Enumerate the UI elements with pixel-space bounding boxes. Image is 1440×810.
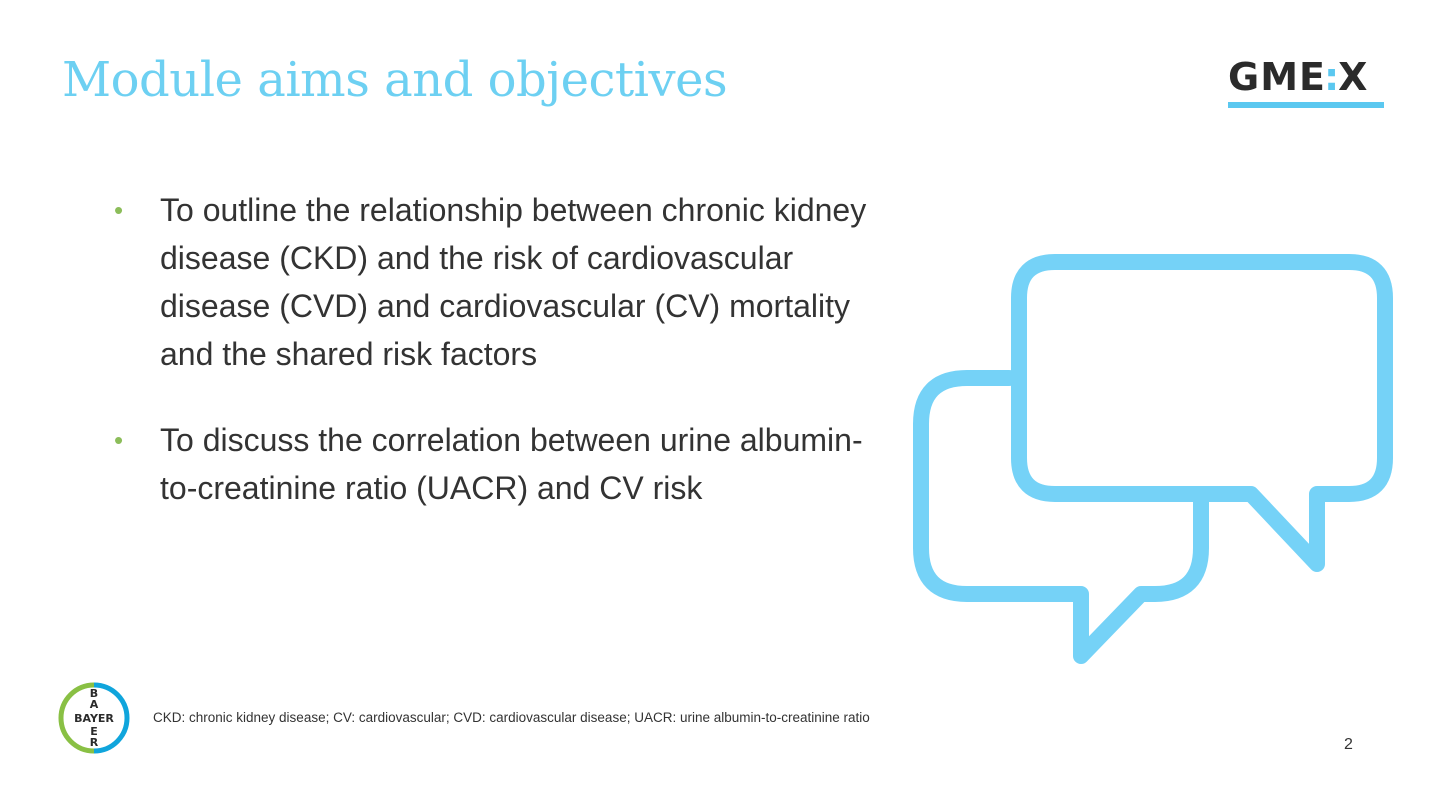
gmex-logo-colon: : <box>1323 55 1341 99</box>
bullet-marker: • <box>114 425 124 455</box>
bayer-letter-v4: E <box>90 725 98 738</box>
objective-text: To discuss the correlation between urine albumin-to-creatinine ratio (UACR) and CV risk <box>160 422 863 506</box>
bayer-cross-logo <box>56 680 132 756</box>
bullet-marker: • <box>114 195 124 225</box>
speech-bubbles-icon <box>905 250 1400 670</box>
objective-text: To outline the relationship between chronic kidney disease (CKD) and the risk of cardiovascular disease (CVD) and cardiovascular (CV) mortality and the shared risk factors <box>160 192 867 372</box>
gmex-logo-underline <box>1228 102 1384 108</box>
gmex-logo <box>1228 56 1384 108</box>
bayer-letter-v1: B <box>89 687 99 700</box>
objectives-list <box>110 186 870 550</box>
gmex-logo-text <box>1228 56 1368 98</box>
objective-item <box>110 186 870 378</box>
bayer-letter-v5: R <box>89 736 99 749</box>
abbreviations-footnote: CKD: chronic kidney disease; CV: cardiovascular; CVD: cardiovascular disease; UACR: urine albumin-to-creatinine ratio <box>153 710 870 725</box>
slide-title: Module aims and objectives <box>62 52 728 108</box>
bayer-horizontal-word: BAYER <box>74 712 114 725</box>
back-bubble-outline <box>921 378 1201 656</box>
gmex-logo-right: X <box>1338 55 1369 99</box>
page-number: 2 <box>1344 736 1353 753</box>
gmex-logo-left: GME <box>1228 55 1326 99</box>
objective-item <box>110 416 870 512</box>
bayer-letter-v2: A <box>89 698 99 711</box>
